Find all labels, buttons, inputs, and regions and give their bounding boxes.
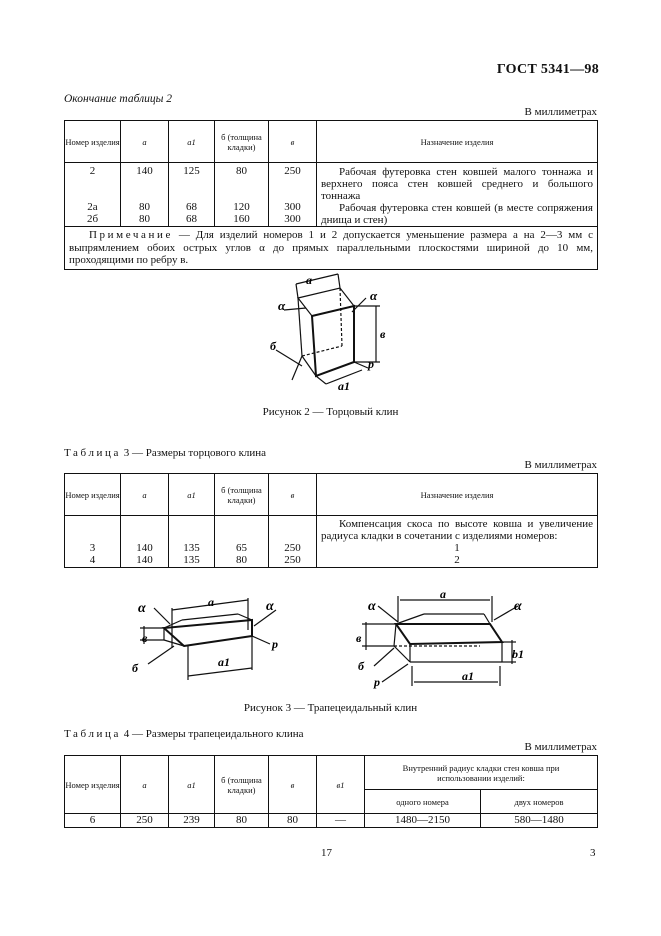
fig2-label-p: p <box>368 357 374 371</box>
fig2-label-a: a <box>306 273 312 287</box>
cell-number: 6 <box>65 814 121 828</box>
fig3r-label-a1: a1 <box>462 669 474 683</box>
table3 <box>64 473 598 568</box>
col-purpose: Назначение изделия <box>317 474 598 516</box>
col-a: а <box>121 474 169 516</box>
figure2-caption: Рисунок 2 — Торцовый клин <box>262 406 399 418</box>
col-v: в <box>269 121 317 163</box>
table2-note: Примечание — Для изделий номеров 1 и 2 допускается уменьшение размера а на 2—3 мм с выпрямлением обоих острых углов α до прямых параллельными плоскостями шириной до 10 мм, проходящими по ребру в. <box>65 227 598 270</box>
fig3l-label-b: б <box>132 661 138 675</box>
fig3r-label-alpha-right: α <box>514 599 522 614</box>
col-b: б (толщина кладки) <box>215 121 269 163</box>
page-number-center: 17 <box>321 847 332 859</box>
cell-number: 3 4 <box>65 516 121 568</box>
col-number: Номер изделия <box>65 474 121 516</box>
col-a1: а1 <box>169 474 215 516</box>
col-a1: а1 <box>169 756 215 814</box>
cell-number: 2 2а 2б <box>65 163 121 227</box>
table3-units: В миллиметрах <box>524 459 597 471</box>
cell-one-number: 1480—2150 <box>365 814 481 828</box>
table2-note-row <box>65 227 598 270</box>
col-b: б (толщина кладки) <box>215 474 269 516</box>
cell-b: 80 <box>215 814 269 828</box>
fig3l-label-a1: a1 <box>218 655 230 669</box>
fig2-label-alpha-left: α <box>278 298 286 313</box>
cell-v: 250 300 300 <box>269 163 317 227</box>
col-a: а <box>121 121 169 163</box>
cell-a1: 135 135 <box>169 516 215 568</box>
fig3l-label-v: в <box>142 631 148 645</box>
fig3r-label-p: p <box>374 675 380 689</box>
fig3l-label-alpha-right: α <box>266 599 274 614</box>
table4-caption: Таблица 4 — Размеры трапецеидального клина <box>64 728 304 740</box>
figure3-trapezoid-wedge-right <box>352 586 532 690</box>
fig2-label-alpha-right: α <box>370 288 378 303</box>
fig3r-label-b1: b1 <box>512 647 524 661</box>
table-row <box>65 163 598 227</box>
col-one-number: одного номера <box>365 790 481 814</box>
table-row <box>65 814 598 828</box>
cell-a: 250 <box>121 814 169 828</box>
table2-units: В миллиметрах <box>524 106 597 118</box>
col-a: а <box>121 756 169 814</box>
figure2-end-wedge-drawing <box>262 272 402 398</box>
col-a1: а1 <box>169 121 215 163</box>
col-radius: Внутренний радиус кладки стен ковша при использовании изделий: <box>365 756 598 790</box>
figure3-trapezoid-wedge-left <box>128 588 288 688</box>
col-two-numbers: двух номеров <box>481 790 598 814</box>
col-v: в <box>269 474 317 516</box>
fig2-label-v: в <box>380 327 386 341</box>
table2-continuation-caption: Окончание таблицы 2 <box>64 93 172 105</box>
col-b: б (толщина кладки) <box>215 756 269 814</box>
fig2-label-a1: a1 <box>338 379 350 393</box>
cell-a: 140 140 <box>121 516 169 568</box>
cell-a1: 125 68 68 <box>169 163 215 227</box>
col-number: Номер изделия <box>65 121 121 163</box>
cell-v1: — <box>317 814 365 828</box>
table2 <box>64 120 598 270</box>
table3-caption: Таблица 3 — Размеры торцового клина <box>64 447 267 459</box>
cell-a1: 239 <box>169 814 215 828</box>
fig3l-label-alpha-left: α <box>138 601 146 616</box>
col-v: в <box>269 756 317 814</box>
cell-purpose: Рабочая футеровка стен ковшей малого тоннажа и верхнего пояса стен ковшей среднего и большого тоннажа Рабочая футеровка стен ковшей (в месте сопряжения днища и стен) <box>317 163 598 227</box>
col-v1: в1 <box>317 756 365 814</box>
cell-purpose: Компенсация скоса по высоте ковша и увеличение радиуса кладки в сочетании с изделиями номеров: 1 2 <box>317 516 598 568</box>
fig3r-label-b: б <box>358 659 364 673</box>
cell-v: 250 250 <box>269 516 317 568</box>
page-number-right: 3 <box>590 847 596 859</box>
fig3l-label-a: a <box>208 595 214 609</box>
cell-b: 80 120 160 <box>215 163 269 227</box>
figure3-caption: Рисунок 3 — Трапецеидальный клин <box>243 702 418 714</box>
fig3r-label-alpha-left: α <box>368 599 376 614</box>
cell-b: 65 80 <box>215 516 269 568</box>
fig2-label-b: б <box>270 339 276 353</box>
table4 <box>64 755 598 828</box>
fig3l-label-p: p <box>272 637 278 651</box>
standard-header: ГОСТ 5341—98 <box>496 62 599 77</box>
table4-units: В миллиметрах <box>524 741 597 753</box>
cell-a: 140 80 80 <box>121 163 169 227</box>
col-number: Номер изделия <box>65 756 121 814</box>
cell-two-numbers: 580—1480 <box>481 814 598 828</box>
fig3r-label-a: a <box>440 587 446 601</box>
col-purpose: Назначение изделия <box>317 121 598 163</box>
table-row <box>65 516 598 568</box>
fig3r-label-v: в <box>356 631 362 645</box>
cell-v: 80 <box>269 814 317 828</box>
